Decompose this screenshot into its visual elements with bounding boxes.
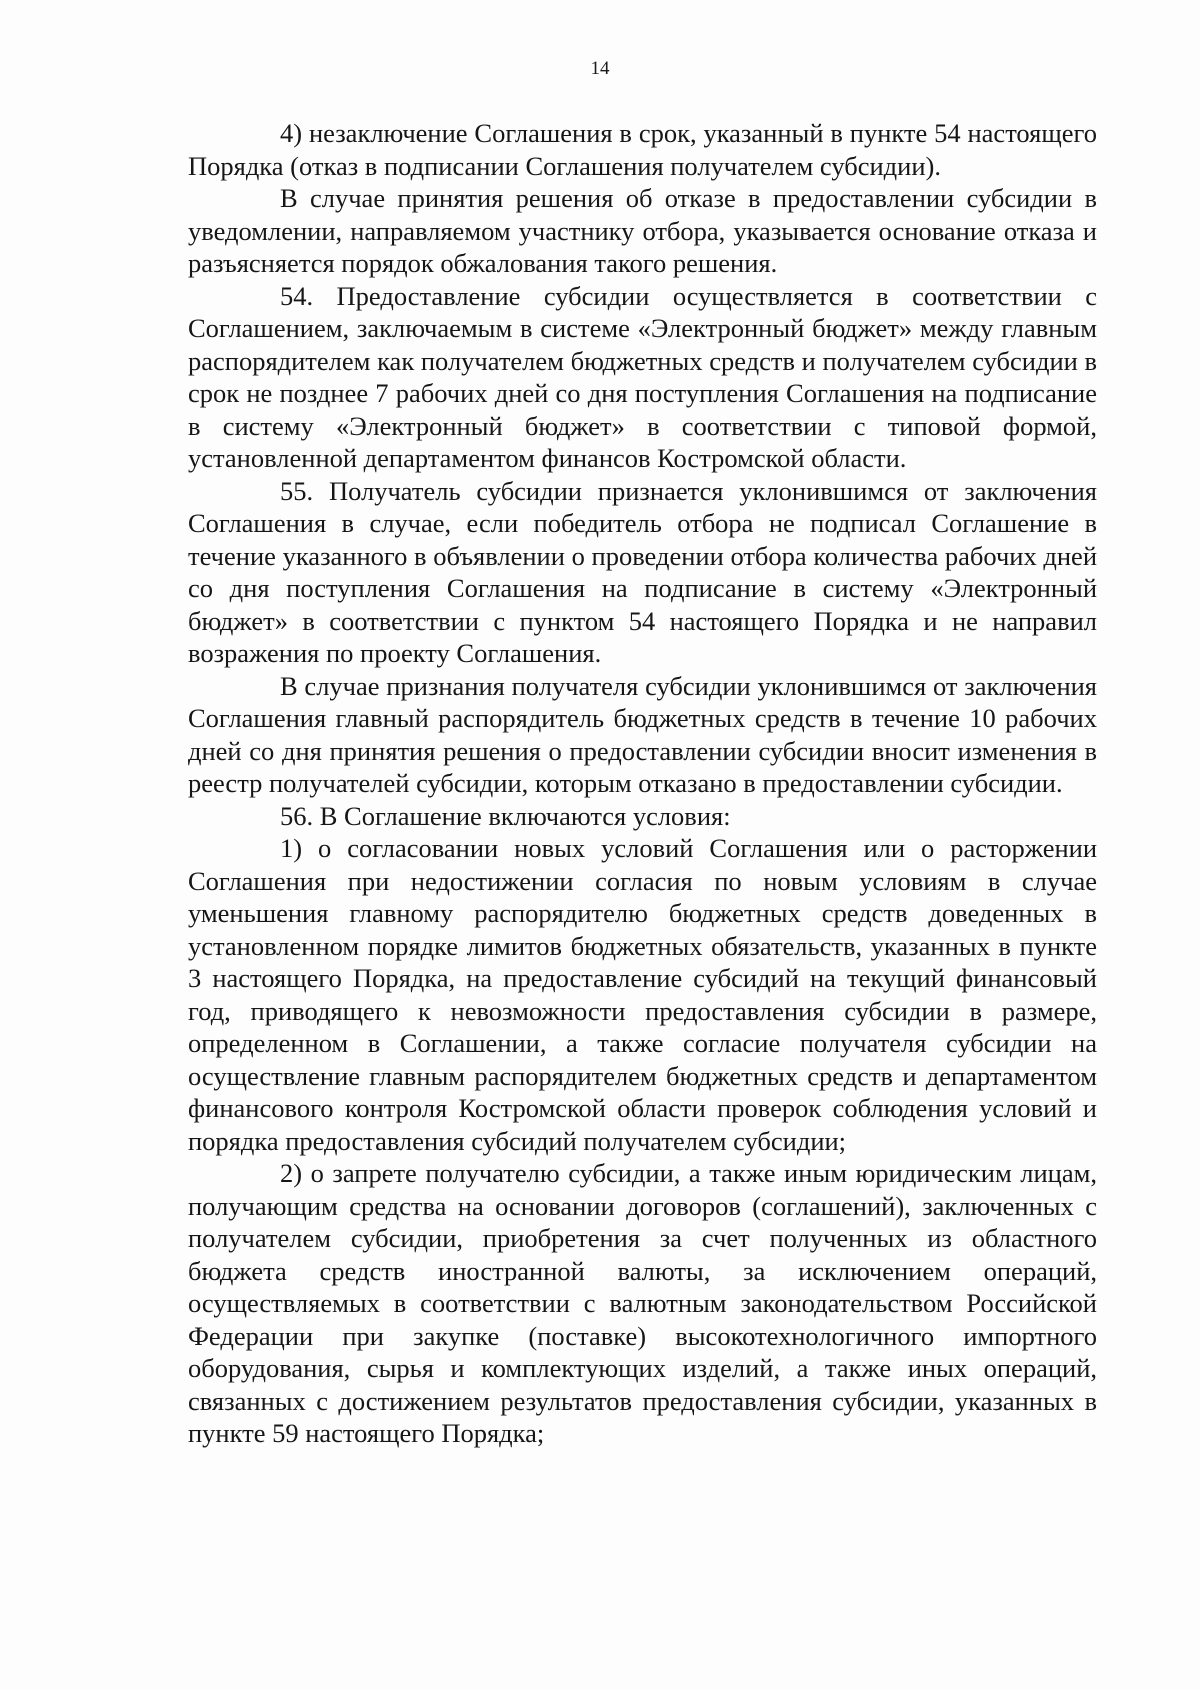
paragraph-refusal-notification: В случае принятия решения об отказе в предоставлении субсидии в уведомлении, направляемом участнику отбора, указывается основание отказа и разъясняется порядок обжалования такого решения. bbox=[188, 183, 1097, 278]
paragraph-56-item-2: 2) о запрете получателю субсидии, а также иным юридическим лицам, получающим средства на основании договоров (соглашений), заключенных с получателем субсидии, приобретения за счет полученных из областного бюджета средств иностранной валюты, за исключением операций, осуществляемых в соответствии с валютным законодательством Российской Федерации при закупке (поставке) высокотехнологичного импортного оборудования, сырья и комплектующих изделий, а также иных операций, связанных с достижением результатов предоставления субсидии, указанных в пункте 59 настоящего Порядка; bbox=[188, 1158, 1097, 1448]
paragraph-56-item-1: 1) о согласовании новых условий Соглашения или о расторжении Соглашения при недостижении согласия по новым условиям в случае уменьшения главному распорядителю бюджетных средств доведенных в установленном порядке лимитов бюджетных обязательств, указанных в пункте 3 настоящего Порядка, на предоставление субсидий на текущий финансовый год, приводящего к невозможности предоставления субсидии в размере, определенном в Соглашении, а также согласие получателя субсидии на осуществление главным распорядителем бюджетных средств и департаментом финансового контроля Костромской области проверок соблюдения условий и порядка предоставления субсидий получателем субсидии; bbox=[188, 833, 1097, 1156]
page-number: 14 bbox=[590, 58, 610, 79]
paragraph-56: 56. В Соглашение включаются условия: bbox=[280, 800, 731, 831]
paragraph-evasion-registry: В случае признания получателя субсидии уклонившимся от заключения Соглашения главный распорядитель бюджетных средств в течение 10 рабочих дней со дня принятия решения о предоставлении субсидии вносит изменения в реестр получателей субсидии, которым отказано в предоставлении субсидии. bbox=[188, 670, 1097, 798]
paragraph-55: 55. Получатель субсидии признается уклонившимся от заключения Соглашения в случае, если победитель отбора не подписал Соглашение в течение указанного в объявлении о проведении отбора количества рабочих дней со дня поступления Соглашения на подписание в систему «Электронный бюджет» в соответствии с пунктом 54 настоящего Порядка и не направил возражения по проекту Соглашения. bbox=[188, 475, 1097, 668]
paragraph-refusal-reason-4: 4) незаключение Соглашения в срок, указанный в пункте 54 настоящего Порядка (отказ в подписании Соглашения получателем субсидии). bbox=[188, 118, 1097, 181]
document-body bbox=[188, 117, 1097, 1450]
paragraph-54: 54. Предоставление субсидии осуществляется в соответствии с Соглашением, заключаемым в системе «Электронный бюджет» между главным распорядителем как получателем бюджетных средств и получателем субсидии в срок не позднее 7 рабочих дней со дня поступления Соглашения на подписание в систему «Электронный бюджет» в соответствии с типовой формой, установленной департаментом финансов Костромской области. bbox=[188, 280, 1097, 473]
